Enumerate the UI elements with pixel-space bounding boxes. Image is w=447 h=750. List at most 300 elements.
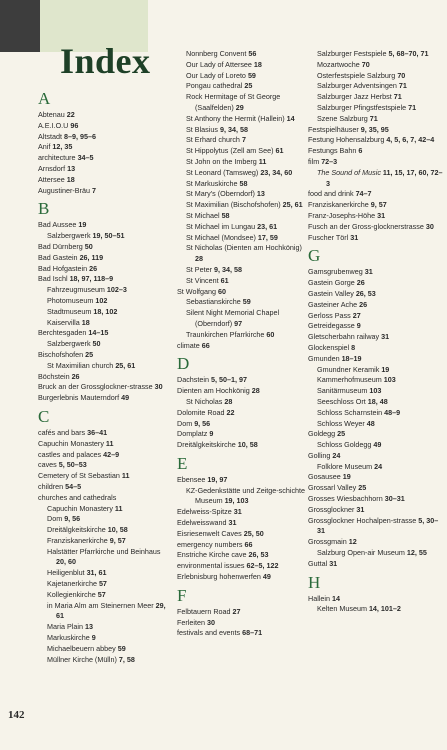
entry-pages: 27	[352, 310, 361, 320]
index-entry	[308, 494, 443, 505]
entry-pages: 50	[84, 241, 93, 251]
entry-term: St Markuskirche	[186, 178, 240, 188]
entry-pages: 42–9	[103, 449, 120, 459]
index-subentry	[177, 179, 307, 190]
index-subentry	[308, 462, 443, 473]
entry-pages: 28	[224, 396, 233, 406]
entry-pages: 25, 61	[115, 360, 136, 370]
entry-term: Salzburger Adventsingen	[317, 81, 399, 91]
entry-pages: 58	[221, 210, 230, 220]
entry-pages: 13	[84, 622, 93, 632]
entry-pages: 59	[247, 70, 256, 80]
entry-term: Dom	[177, 418, 195, 428]
index-entry	[308, 146, 443, 157]
entry-pages: 72–3	[321, 156, 338, 166]
entry-term: Salzburger Festspiele	[317, 49, 389, 58]
entry-term: Grossgmain	[308, 537, 349, 547]
entry-term: Bruck an der Grossglockner-strasse	[38, 382, 155, 392]
index-entry	[38, 328, 168, 339]
entry-pages: 54–5	[65, 481, 82, 491]
index-subentry	[38, 361, 168, 372]
index-subentry	[38, 536, 168, 547]
entry-term: St Hippolytus (Zell am See)	[186, 146, 276, 156]
entry-term: Salzburger Jazz Herbst	[317, 92, 394, 102]
entry-pages: 22	[66, 110, 75, 119]
index-subentry	[38, 655, 168, 666]
entry-term: St Michael im Lungau	[186, 221, 258, 231]
entry-pages: 31	[381, 332, 390, 342]
index-entry	[38, 350, 168, 361]
entry-term: Sanitärmuseum	[317, 386, 370, 396]
index-subentry	[177, 397, 307, 408]
index-subentry	[38, 514, 168, 525]
index-subentry	[177, 189, 307, 200]
entry-term: Traunkirchen Pfarrkirche	[186, 329, 267, 339]
entry-term: churches and cathedrals	[38, 492, 117, 502]
index-entry	[177, 475, 307, 486]
entry-pages: 14–15	[88, 328, 109, 338]
index-subentry	[308, 408, 443, 419]
entry-term: St Maximilian (Bischofshofen)	[186, 200, 283, 210]
entry-term: climate	[177, 340, 202, 350]
entry-pages: 19, 97	[207, 474, 228, 484]
entry-pages: 11	[114, 503, 123, 513]
entry-pages: 9, 56	[194, 418, 211, 428]
index-entry	[177, 429, 307, 440]
entry-pages: 11	[258, 156, 267, 166]
entry-term: Szene Salzburg	[317, 113, 370, 123]
entry-term: Grossglockner	[308, 504, 357, 514]
entry-pages: 102–3	[106, 285, 127, 295]
entry-term: Our Lady of Attersee	[186, 59, 254, 69]
index-entry	[308, 472, 443, 483]
entry-term: St Peter	[186, 264, 214, 274]
entry-term: St Michael	[186, 210, 222, 220]
index-entry	[308, 278, 443, 289]
index-entry	[308, 222, 443, 233]
index-subentry	[177, 486, 307, 508]
index-subentry	[177, 60, 307, 71]
index-subentry	[177, 146, 307, 157]
index-entry	[177, 386, 307, 397]
entry-term: Dreitälgkeitskirche	[177, 440, 238, 450]
entry-pages: 25	[337, 429, 346, 439]
entry-pages: 30	[206, 617, 215, 627]
index-entry	[38, 450, 168, 461]
entry-term: Festspielhäuser	[308, 124, 361, 134]
entry-pages: 36–41	[87, 427, 108, 437]
entry-term: St Blasius	[186, 124, 220, 134]
index-entry	[177, 540, 307, 551]
index-entry	[308, 516, 443, 538]
index-subentry	[177, 243, 307, 265]
entry-pages: 14	[286, 113, 295, 123]
entry-term: Grossglockner Hochalpen-strasse	[308, 515, 419, 525]
section-letter: H	[308, 572, 321, 592]
entry-pages: 9, 34, 58	[213, 264, 242, 274]
entry-term: Glockenspiel	[308, 342, 352, 352]
index-subentry	[38, 622, 168, 633]
index-column-2	[177, 49, 307, 639]
entry-term: Berchtesgaden	[38, 328, 89, 338]
index-entry	[177, 287, 307, 298]
entry-pages: 26	[89, 263, 98, 273]
entry-pages: 11, 15, 17, 60, 72–3	[326, 167, 443, 188]
entry-term: Edelweisswand	[177, 518, 229, 528]
index-entry	[308, 451, 443, 462]
index-entry	[38, 428, 168, 439]
entry-term: St Mary's (Oberndorf)	[186, 189, 257, 199]
index-entry	[308, 537, 443, 548]
entry-pages: 6	[358, 146, 363, 156]
entry-term: Ebensee	[177, 474, 208, 484]
index-entry	[38, 372, 168, 383]
entry-pages: 71	[408, 102, 417, 112]
index-entry	[177, 607, 307, 618]
entry-term: Bad Aussee	[38, 220, 79, 230]
index-entry	[308, 125, 443, 136]
section-letter: D	[177, 354, 190, 374]
index-entry	[308, 300, 443, 311]
index-subentry	[308, 375, 443, 386]
entry-term: Our Lady of Loreto	[186, 70, 248, 80]
index-entry	[177, 529, 307, 540]
entry-pages: 26, 53	[248, 550, 269, 560]
entry-pages: 56	[248, 49, 257, 58]
entry-term: Böchstein	[38, 371, 72, 381]
entry-term: Altstadt	[38, 131, 64, 141]
entry-pages: 26, 119	[79, 252, 104, 262]
entry-pages: 96	[70, 120, 79, 130]
entry-term: Nonnberg Convent	[186, 49, 249, 58]
entry-pages: 9, 57	[109, 535, 126, 545]
entry-term: Bad Dürnberg	[38, 241, 85, 251]
entry-pages: 49	[373, 440, 382, 450]
index-entry	[177, 561, 307, 572]
index-subentry	[38, 590, 168, 601]
entry-pages: 59	[242, 297, 251, 307]
index-entry	[38, 460, 168, 471]
entry-pages: 29	[235, 102, 244, 112]
index-subentry	[177, 92, 307, 114]
index-entry	[177, 419, 307, 430]
entry-pages: 19	[342, 472, 351, 482]
entry-pages: 31	[364, 267, 373, 277]
page-number: 142	[8, 709, 25, 721]
entry-term: Gastein Valley	[308, 288, 356, 298]
entry-pages: 57	[97, 589, 106, 599]
index-entry	[308, 321, 443, 332]
entry-pages: 31	[329, 558, 338, 568]
entry-term: Salzburg Open-air Museum	[317, 548, 407, 558]
entry-pages: 71	[369, 113, 378, 123]
entry-pages: 31	[377, 210, 386, 220]
entry-term: Salzbergwerk	[47, 231, 93, 241]
entry-term: Franziskanerkirche	[308, 200, 371, 210]
entry-term: Dom	[47, 514, 65, 524]
index-entry	[308, 157, 443, 168]
index-subentry	[38, 285, 168, 296]
entry-term: Capuchin Monastery	[47, 503, 115, 513]
entry-pages: 19	[78, 220, 87, 230]
index-subentry	[38, 525, 168, 536]
entry-term: Franz-Josephs-Höhe	[308, 210, 378, 220]
entry-pages: 19	[381, 364, 390, 374]
entry-term: Gletscherbahn railway	[308, 332, 382, 342]
entry-term: Getreidegasse	[308, 321, 357, 331]
entry-term: St Michael (Mondsee)	[186, 232, 258, 242]
entry-term: Heiligenblut	[47, 568, 87, 578]
entry-term: castles and palaces	[38, 449, 104, 459]
index-subentry	[177, 211, 307, 222]
entry-term: Gerloss Pass	[308, 310, 353, 320]
entry-pages: 31	[233, 507, 242, 517]
entry-term: Fuscher Törl	[308, 232, 351, 242]
index-entry	[38, 164, 168, 175]
entry-term: Osterfestspiele Salzburg	[317, 70, 398, 80]
entry-pages: 74–7	[355, 189, 372, 199]
section-letter: G	[308, 246, 321, 266]
entry-term: Capuchin Monastery	[38, 438, 106, 448]
index-subentry	[308, 365, 443, 376]
index-subentry	[177, 222, 307, 233]
entry-pages: 12	[348, 537, 357, 547]
entry-pages: 26	[71, 371, 80, 381]
index-entry	[177, 408, 307, 419]
index-subentry	[177, 125, 307, 136]
entry-term: Gmunden	[308, 353, 342, 363]
entry-term: A.E.I.O.U	[38, 120, 71, 130]
entry-term: Seeschloss Ort	[317, 396, 368, 406]
entry-pages: 48	[366, 418, 375, 428]
index-entry	[308, 267, 443, 278]
entry-term: Hallein	[308, 593, 332, 603]
entry-pages: 24	[332, 450, 341, 460]
index-entry	[38, 153, 168, 164]
index-entry	[38, 175, 168, 186]
index-entry	[308, 311, 443, 322]
entry-pages: 61	[275, 146, 284, 156]
index-subentry	[308, 114, 443, 125]
index-subentry	[308, 168, 443, 190]
entry-pages: 18, 97, 118–9	[69, 274, 114, 284]
index-entry	[177, 572, 307, 583]
index-entry	[177, 375, 307, 386]
entry-pages: 31	[350, 232, 359, 242]
index-subentry	[177, 71, 307, 82]
index-entry	[38, 439, 168, 450]
entry-term: Markuskirche	[47, 633, 92, 643]
entry-pages: 49	[262, 572, 271, 582]
index-entry	[308, 429, 443, 440]
entry-term: St Leonard (Tamsweg)	[186, 167, 261, 177]
entry-term: Rock Hermitage of St George (Saalfelden)	[186, 92, 281, 112]
entry-pages: 30	[425, 221, 434, 231]
index-entry	[308, 289, 443, 300]
entry-term: Festung Hohensalzburg	[308, 135, 387, 145]
index-subentry	[308, 81, 443, 92]
entry-pages: 103	[383, 375, 396, 385]
index-entry	[38, 186, 168, 197]
entry-pages: 11	[121, 471, 130, 481]
entry-pages: 60	[218, 286, 227, 296]
entry-pages: 58	[239, 178, 248, 188]
index-entry	[308, 135, 443, 146]
entry-term: Kammerhofmuseum	[317, 375, 384, 385]
entry-term: Erlebnisburg hohenwerfen	[177, 572, 263, 582]
entry-term: Augustiner-Bräu	[38, 185, 92, 195]
index-entry	[308, 343, 443, 354]
index-entry	[308, 189, 443, 200]
entry-term: architecture	[38, 153, 78, 163]
index-subentry	[308, 419, 443, 430]
entry-term: Salzburger Pfingstfestspiele	[317, 102, 409, 112]
entry-term: Anif	[38, 142, 53, 152]
entry-pages: 9, 34, 58	[219, 124, 248, 134]
entry-pages: 11	[105, 438, 114, 448]
index-column-1	[38, 90, 168, 665]
entry-pages: 70	[361, 59, 370, 69]
entry-term: Photomuseum	[47, 295, 96, 305]
index-subentry	[308, 71, 443, 82]
index-subentry	[308, 604, 443, 615]
section-letter: F	[177, 585, 187, 605]
entry-term: Edelweiss-Spitze	[177, 507, 234, 517]
index-entry	[38, 393, 168, 404]
entry-pages: 24	[374, 461, 383, 471]
entry-pages: 25, 50	[243, 528, 264, 538]
entry-pages: 18	[66, 174, 75, 184]
entry-term: environmental issues	[177, 561, 247, 571]
entry-term: St Erhard church	[186, 135, 242, 145]
entry-term: Sebastianskirche	[186, 297, 243, 307]
entry-term: Grosses Wiesbachhorn	[308, 494, 385, 504]
index-subentry	[177, 265, 307, 276]
section-letter: E	[177, 453, 188, 473]
entry-pages: 30	[154, 382, 163, 392]
entry-pages: 5, 30–31	[317, 515, 439, 536]
entry-pages: 30–31	[384, 494, 405, 504]
index-subentry	[38, 579, 168, 590]
entry-pages: 23, 34, 60	[260, 167, 293, 177]
entry-term: Cemetery of St Sebastian	[38, 471, 122, 481]
index-entry	[38, 274, 168, 285]
entry-term: Bad Hofgastein	[38, 263, 90, 273]
index-entry	[177, 628, 307, 639]
index-subentry	[38, 547, 168, 569]
entry-term: Festungs Bahn	[308, 146, 359, 156]
entry-term: in Maria Alm am Steinernen Meer	[47, 600, 156, 610]
entry-pages: 18	[81, 317, 90, 327]
entry-pages: 9, 35, 95	[360, 124, 389, 134]
entry-term: Goldegg	[308, 429, 338, 439]
index-entry	[38, 121, 168, 132]
entry-pages: 25, 61	[282, 200, 303, 210]
entry-pages: 48–9	[384, 407, 401, 417]
entry-pages: 10, 58	[107, 525, 128, 535]
index-subentry	[177, 330, 307, 341]
index-entry	[308, 505, 443, 516]
entry-term: Kajetanerkirche	[47, 579, 99, 589]
entry-pages: 9	[356, 321, 361, 331]
entry-pages: 18	[253, 59, 262, 69]
entry-pages: 12, 55	[406, 548, 427, 558]
entry-term: Bad Ischl	[38, 274, 70, 284]
entry-term: emergency numbers	[177, 539, 245, 549]
entry-pages: 9	[91, 633, 96, 643]
index-subentry	[308, 49, 443, 60]
entry-term: Stadtmuseum	[47, 306, 94, 316]
entry-term: St Nicholas (Dienten am Hochkönig)	[186, 243, 302, 253]
entry-pages: 9, 56	[64, 514, 81, 524]
entry-term: Michaelbeuern abbey	[47, 643, 118, 653]
index-subentry	[38, 633, 168, 644]
entry-pages: 26	[359, 299, 368, 309]
entry-pages: 8–9, 95–6	[63, 131, 96, 141]
entry-pages: 49	[121, 393, 130, 403]
index-entry	[308, 211, 443, 222]
entry-term: Attersee	[38, 174, 67, 184]
entry-pages: 9	[209, 429, 214, 439]
index-entry	[38, 264, 168, 275]
index-entry	[38, 142, 168, 153]
entry-pages: 29, 61	[56, 600, 166, 621]
entry-term: St Maximilian church	[47, 360, 116, 370]
index-subentry	[38, 601, 168, 623]
entry-term: caves	[38, 460, 59, 470]
entry-term: Gamsgrubenweg	[308, 267, 365, 277]
entry-term: food and drink	[308, 189, 356, 199]
entry-pages: 5, 50–1, 97	[210, 375, 247, 385]
entry-term: Enstriche Kirche cave	[177, 550, 249, 560]
entry-pages: 70	[397, 70, 406, 80]
index-entry	[177, 618, 307, 629]
entry-pages: 97	[234, 318, 243, 328]
entry-term: Dreitälgkeitskirche	[47, 525, 108, 535]
entry-pages: 7	[241, 135, 246, 145]
entry-term: Gosausee	[308, 472, 343, 482]
index-entry	[177, 518, 307, 529]
section-letter: A	[38, 89, 51, 108]
entry-pages: 7	[91, 185, 96, 195]
entry-pages: 66	[201, 340, 210, 350]
entry-term: Gasteiner Ache	[308, 299, 360, 309]
index-subentry	[38, 231, 168, 242]
index-subentry	[38, 318, 168, 329]
entry-term: St Wolfgang	[177, 286, 219, 296]
index-subentry	[177, 168, 307, 179]
index-entry	[38, 242, 168, 253]
entry-term: The Sound of Music	[317, 167, 383, 177]
entry-term: St Vincent	[186, 275, 221, 285]
entry-term: Maria Plain	[47, 622, 85, 632]
entry-pages: 31, 61	[86, 568, 107, 578]
entry-pages: 61	[220, 275, 229, 285]
index-entry	[308, 559, 443, 570]
entry-pages: 66	[244, 539, 253, 549]
entry-term: film	[308, 156, 322, 166]
index-entry	[308, 332, 443, 343]
index-subentry	[308, 92, 443, 103]
index-subentry	[177, 276, 307, 287]
entry-term: Gastein Gorge	[308, 278, 357, 288]
entry-term: cafés and bars	[38, 427, 88, 437]
entry-pages: 13	[256, 189, 265, 199]
index-column-3	[308, 49, 443, 615]
entry-term: Salzbergwerk	[47, 339, 93, 349]
entry-pages: 50	[92, 339, 101, 349]
entry-term: Felbtauern Road	[177, 606, 233, 616]
